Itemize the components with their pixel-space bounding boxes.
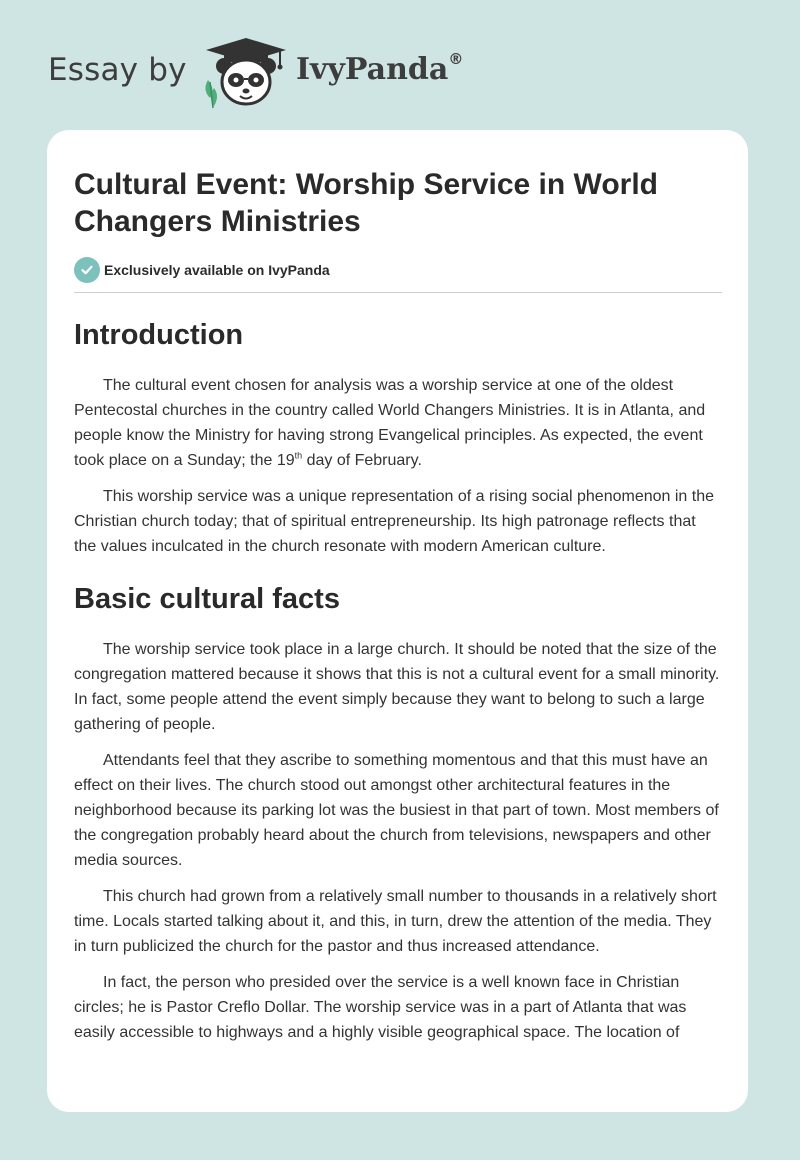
section-heading-basic-cultural-facts: Basic cultural facts xyxy=(74,583,340,615)
divider xyxy=(74,292,722,293)
paragraph: Attendants feel that they ascribe to something momentous and that this must have an effect on their lives. The church stood out amongst other architectural features in the neighborhood because its parking lot was the busiest in that part of town. Most members of the congregation probably heard about the church from televisions, newspapers and other media sources. xyxy=(74,752,719,869)
paragraph: This worship service was a unique representation of a rising social phenomenon in the Christian church today; that of spiritual entrepreneurship. Its high patronage reflects that the values inculcated in the church resonate with modern American culture. xyxy=(74,488,715,555)
section-body-introduction xyxy=(74,373,722,559)
check-circle-icon xyxy=(74,257,100,283)
paragraph: The worship service took place in a large church. It should be noted that the size of the congregation mattered because it shows that this is not a cultural event for a small minority. In fact, some people attend the event simply because they want to belong to such a large gathering of people. xyxy=(74,641,720,733)
essay-by-label: Essay by xyxy=(48,52,187,88)
paragraph: This church had grown from a relatively small number to thousands in a relatively short time. Locals started talking about it, and this, in turn, drew the attention of the media. They in turn publicized the church for the pastor and thus increased attendance. xyxy=(74,888,717,955)
brand-name xyxy=(296,52,463,87)
section-heading-introduction: Introduction xyxy=(74,319,244,351)
section-body-basic-cultural-facts xyxy=(74,637,722,1045)
registered-mark: ® xyxy=(448,50,464,68)
ordinal-suffix: th xyxy=(294,450,303,461)
essay-content xyxy=(74,166,722,1056)
paragraph-text: The cultural event chosen for analysis was a worship service at one of the oldest Pentecostal churches in the country called World Changers Ministries. It is in Atlanta, and people know the Ministry for having strong Evangelical principles. As expected, the event took place on a Sunday; the 19 xyxy=(74,377,706,469)
paragraph: In fact, the person who presided over the service is a well known face in Christian circles; he is Pastor Creflo Dollar. The worship service was in a part of Atlanta that was easily accessible to highways and a highly visible geographical space. The location of xyxy=(74,974,687,1041)
exclusive-badge xyxy=(74,256,722,284)
essay-title: Cultural Event: Worship Service in World Changers Ministries xyxy=(74,168,658,238)
paragraph xyxy=(74,373,722,473)
exclusive-label: Exclusively available on IvyPanda xyxy=(104,262,330,278)
essay-card xyxy=(47,130,748,1112)
panda-graduate-icon xyxy=(200,36,292,110)
brand-text: IvyPanda xyxy=(296,52,449,87)
site-header xyxy=(48,30,488,110)
paragraph-tail: day of February. xyxy=(302,452,422,469)
